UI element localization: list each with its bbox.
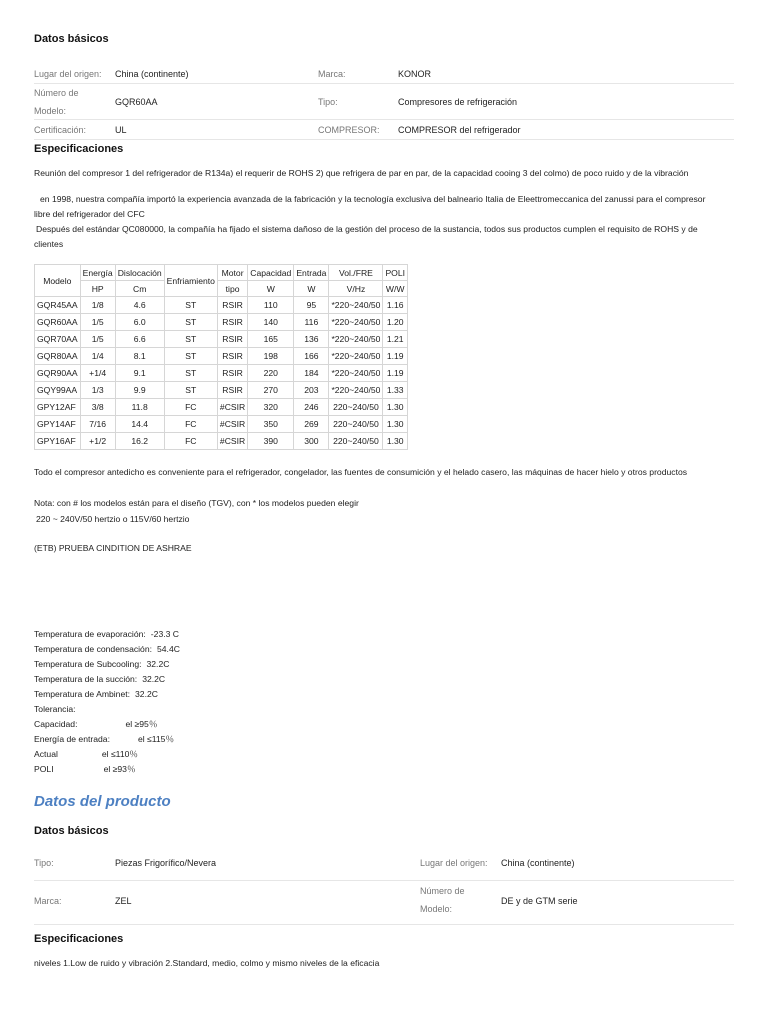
table-cell: *220~240/50 (329, 297, 383, 314)
col-poli: POLI (383, 265, 408, 281)
condition-label: Temperatura de la succión: (34, 674, 138, 684)
table-cell: *220~240/50 (329, 382, 383, 399)
row-divider (34, 83, 734, 84)
compressor-value: COMPRESOR del refrigerador (398, 125, 521, 135)
table-cell: 1.30 (383, 399, 408, 416)
table-cell: GQR45AA (35, 297, 81, 314)
table-cell: 116 (294, 314, 329, 331)
model-label: Número de (34, 88, 79, 98)
table-cell: 9.9 (115, 382, 164, 399)
table-cell: *220~240/50 (329, 331, 383, 348)
table-cell: RSIR (217, 348, 247, 365)
spec-heading: Especificaciones (34, 143, 124, 155)
product-brand-value: ZEL (115, 896, 132, 906)
condition-item (34, 717, 180, 732)
product-type-label: Tipo: (34, 858, 54, 868)
table-row (35, 433, 408, 450)
condition-value: -23.3 C (150, 629, 179, 639)
condition-item (34, 657, 180, 672)
note-ashrae: (ETB) PRUEBA CINDITION DE ASHRAE (34, 543, 192, 553)
table-cell: 198 (248, 348, 294, 365)
origin-label: Lugar del origen: (34, 69, 102, 79)
table-cell: RSIR (217, 382, 247, 399)
table-cell: RSIR (217, 365, 247, 382)
unit-tipo: tipo (217, 281, 247, 297)
unit-hp: HP (80, 281, 115, 297)
table-row (35, 365, 408, 382)
condition-value: el ≥93％ (103, 764, 136, 774)
condition-item (34, 672, 180, 687)
table-cell: ST (164, 382, 217, 399)
condition-value: el ≤115％ (137, 734, 175, 744)
product-model-label-2: Modelo: (420, 904, 453, 914)
table-cell: 6.6 (115, 331, 164, 348)
table-cell: 95 (294, 297, 329, 314)
table-cell: RSIR (217, 314, 247, 331)
table-cell: 320 (248, 399, 294, 416)
condition-item (34, 627, 180, 642)
table-cell: ST (164, 297, 217, 314)
table-cell: 203 (294, 382, 329, 399)
condition-item (34, 762, 180, 777)
table-cell: 166 (294, 348, 329, 365)
product-title: Datos del producto (34, 793, 171, 810)
conditions-list (34, 627, 180, 777)
product-model-label: Número de (420, 886, 465, 896)
table-cell: 136 (294, 331, 329, 348)
type-label: Tipo: (318, 97, 338, 107)
table-cell: FC (164, 416, 217, 433)
product-origin-value: China (continente) (501, 858, 575, 868)
table-row (35, 331, 408, 348)
table-cell: ST (164, 365, 217, 382)
condition-label: Temperatura de Ambinet: (34, 689, 131, 699)
table-cell: 269 (294, 416, 329, 433)
table-cell: 1.33 (383, 382, 408, 399)
compressor-label: COMPRESOR: (318, 125, 380, 135)
unit-vhz: V/Hz (329, 281, 383, 297)
table-cell: 350 (248, 416, 294, 433)
table-cell: 300 (294, 433, 329, 450)
product-basic-heading: Datos básicos (34, 825, 109, 837)
table-row (35, 399, 408, 416)
condition-label: Tolerancia: (34, 704, 76, 714)
table-row (35, 382, 408, 399)
unit-cm: Cm (115, 281, 164, 297)
basic-heading: Datos básicos (34, 33, 109, 45)
table-cell: 8.1 (115, 348, 164, 365)
col-vol-fre: Vol./FRE (329, 265, 383, 281)
table-cell: 1/3 (80, 382, 115, 399)
col-energia: Energía (80, 265, 115, 281)
table-cell: RSIR (217, 297, 247, 314)
brand-value: KONOR (398, 69, 432, 79)
condition-value: 54.4C (157, 644, 180, 654)
unit-w-in: W (294, 281, 329, 297)
condition-value: el ≤110％ (101, 749, 138, 759)
condition-label: Energía de entrada: (34, 734, 110, 744)
condition-value: 32.2C (146, 659, 170, 669)
condition-label: Capacidad: (34, 719, 78, 729)
table-cell: 16.2 (115, 433, 164, 450)
table-cell: GPY14AF (35, 416, 81, 433)
table-cell: 1.19 (383, 365, 408, 382)
cert-value: UL (115, 125, 127, 135)
table-row (35, 348, 408, 365)
spec-paragraph-3a: Después del estándar QC080000, la compañía ha fijado el sistema dañoso de la gestión del proceso de la sustancia, todos sus productos cumplen el requisito de ROHS y de (36, 224, 698, 234)
table-cell: 165 (248, 331, 294, 348)
spec-paragraph-2b: libre del refrigerador del CFC (34, 209, 145, 219)
col-enfriamiento: Enfriamiento (164, 265, 217, 297)
note-models: Nota: con # los modelos están para el diseño (TGV), con * los modelos pueden elegir (34, 498, 359, 508)
condition-item (34, 687, 180, 702)
table-cell: 11.8 (115, 399, 164, 416)
table-cell: 4.6 (115, 297, 164, 314)
table-cell: #CSIR (217, 399, 247, 416)
condition-label: POLI (34, 764, 54, 774)
product-model-value: DE y de GTM serie (501, 896, 578, 906)
table-cell: GQR90AA (35, 365, 81, 382)
table-cell: 1.30 (383, 416, 408, 433)
table-cell: 1/5 (80, 331, 115, 348)
table-cell: 220~240/50 (329, 433, 383, 450)
condition-value: 32.2C (135, 689, 158, 699)
condition-label: Actual (34, 749, 58, 759)
table-cell: 1.16 (383, 297, 408, 314)
table-cell: ST (164, 314, 217, 331)
table-cell: 220~240/50 (329, 416, 383, 433)
table-row (35, 416, 408, 433)
table-cell: 1/4 (80, 348, 115, 365)
table-cell: 140 (248, 314, 294, 331)
table-cell: 246 (294, 399, 329, 416)
condition-item (34, 702, 180, 717)
table-cell: 1/5 (80, 314, 115, 331)
condition-value: el ≥95％ (125, 719, 158, 729)
table-cell: GQY99AA (35, 382, 81, 399)
cert-label: Certificación: (34, 125, 87, 135)
note-usage: Todo el compresor antedicho es conveniente para el refrigerador, congelador, las fuentes de consumición y el helado casero, las máquinas de hacer hielo y otros productos (34, 467, 688, 477)
condition-label: Temperatura de condensación: (34, 644, 152, 654)
row-divider (34, 924, 734, 925)
row-divider (34, 119, 734, 120)
unit-w-cap: W (248, 281, 294, 297)
spec-paragraph-3b: clientes (34, 239, 64, 249)
table-cell: 1.20 (383, 314, 408, 331)
col-dislocacion: Dislocación (115, 265, 164, 281)
table-cell: 14.4 (115, 416, 164, 433)
table-cell: 270 (248, 382, 294, 399)
note-voltage: 220 ~ 240V/50 hertzio o 115V/60 hertzio (36, 514, 190, 524)
table-cell: #CSIR (217, 416, 247, 433)
col-capacidad: Capacidad (248, 265, 294, 281)
table-cell: 390 (248, 433, 294, 450)
table-cell: 110 (248, 297, 294, 314)
spec-paragraph-2a: en 1998, nuestra compañía importó la experiencia avanzada de la fabricación y la tecnología exclusiva del balneario Italia de Eleettromeccanica del zanussi para el compresor (40, 194, 706, 204)
table-cell: *220~240/50 (329, 365, 383, 382)
table-cell: 1/8 (80, 297, 115, 314)
condition-item (34, 732, 180, 747)
condition-value: 32.2C (142, 674, 166, 684)
table-cell: 1.21 (383, 331, 408, 348)
table-cell: GQR70AA (35, 331, 81, 348)
table-cell: 7/16 (80, 416, 115, 433)
product-origin-label: Lugar del origen: (420, 858, 488, 868)
table-cell: 1.30 (383, 433, 408, 450)
product-type-value: Piezas Frigorífico/Nevera (115, 858, 217, 868)
brand-label: Marca: (318, 69, 346, 79)
table-cell: GPY12AF (35, 399, 81, 416)
spec-paragraph-1: Reunión del compresor 1 del refrigerador de R134a) el requerir de ROHS 2) que refrigera de par en par, de la capacidad cooing 3 del colmo) de poco ruido y de la vibración (34, 168, 689, 178)
table-cell: ST (164, 348, 217, 365)
table-cell: #CSIR (217, 433, 247, 450)
table-cell: ST (164, 331, 217, 348)
table-cell: 220 (248, 365, 294, 382)
col-modelo: Modelo (35, 265, 81, 297)
row-divider (34, 880, 734, 881)
table-cell: GQR80AA (35, 348, 81, 365)
model-label-2: Modelo: (34, 106, 67, 116)
row-divider (34, 139, 734, 140)
table-cell: +1/4 (80, 365, 115, 382)
condition-label: Temperatura de evaporación: (34, 629, 146, 639)
model-value: GQR60AA (115, 97, 158, 107)
table-cell: FC (164, 399, 217, 416)
table-row (35, 297, 408, 314)
table-cell: 9.1 (115, 365, 164, 382)
col-entrada: Entrada (294, 265, 329, 281)
type-value: Compresores de refrigeración (398, 97, 518, 107)
unit-ww: W/W (383, 281, 408, 297)
table-cell: RSIR (217, 331, 247, 348)
table-cell: *220~240/50 (329, 348, 383, 365)
table-cell: 6.0 (115, 314, 164, 331)
product-spec-text: niveles 1.Low de ruido y vibración 2.Standard, medio, colmo y mismo niveles de la eficacia (34, 958, 380, 968)
product-spec-heading: Especificaciones (34, 933, 124, 945)
table-cell: FC (164, 433, 217, 450)
table-cell: *220~240/50 (329, 314, 383, 331)
table-cell: 184 (294, 365, 329, 382)
condition-item (34, 747, 180, 762)
col-motor: Motor (217, 265, 247, 281)
table-cell: 1.19 (383, 348, 408, 365)
condition-label: Temperatura de Subcooling: (34, 659, 142, 669)
table-cell: GPY16AF (35, 433, 81, 450)
table-cell: 220~240/50 (329, 399, 383, 416)
origin-value: China (continente) (115, 69, 189, 79)
spec-table (34, 264, 408, 450)
table-cell: +1/2 (80, 433, 115, 450)
table-cell: GQR60AA (35, 314, 81, 331)
table-row (35, 314, 408, 331)
product-brand-label: Marca: (34, 896, 62, 906)
condition-item (34, 642, 180, 657)
table-cell: 3/8 (80, 399, 115, 416)
